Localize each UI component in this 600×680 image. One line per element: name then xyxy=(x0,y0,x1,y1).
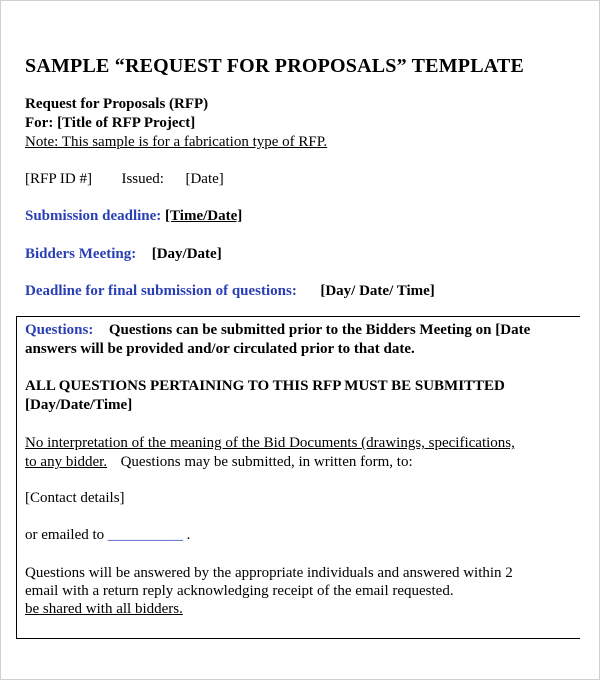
for-line: For: [Title of RFP Project] xyxy=(25,115,196,131)
emailed-suffix: . xyxy=(186,527,191,543)
submission-label: Submission deadline: xyxy=(25,208,162,224)
submission-row xyxy=(25,208,242,225)
bidders-row xyxy=(25,246,222,263)
day-date-time: [Day/Date/Time] xyxy=(25,397,133,413)
submission-value: [Time/Date] xyxy=(165,208,243,224)
may-submit: Questions may be submitted, in written form, to: xyxy=(120,454,413,470)
bidder-line xyxy=(25,454,413,471)
all-questions-line: ALL QUESTIONS PERTAINING TO THIS RFP MUST BE SUBMITTED xyxy=(25,378,505,394)
answered-line-3: be shared with all bidders. xyxy=(25,601,183,617)
rfp-id-row xyxy=(25,171,224,188)
issued-label: Issued: xyxy=(121,171,164,187)
emailed-prefix: or emailed to xyxy=(25,527,105,543)
bidders-label: Bidders Meeting: xyxy=(25,246,137,262)
final-deadline-value: [Day/ Date/ Time] xyxy=(320,283,435,299)
questions-text: Questions can be submitted prior to the Bidders Meeting on [Date xyxy=(108,322,531,338)
contact-details: [Contact details] xyxy=(25,490,125,506)
questions-box xyxy=(16,316,580,639)
emailed-line xyxy=(25,527,190,544)
answered-line-2: email with a return reply acknowledging receipt of the email requested. xyxy=(25,583,454,599)
interpretation-line: No interpretation of the meaning of the Bid Documents (drawings, specifications, xyxy=(25,435,515,451)
answered-line-1: Questions will be answered by the appropriate individuals and answered within 2 xyxy=(25,565,513,581)
document-title: SAMPLE “REQUEST FOR PROPOSALS” TEMPLATE xyxy=(25,55,524,77)
final-deadline-label: Deadline for final submission of questions: xyxy=(25,283,297,299)
note-line: Note: This sample is for a fabrication type of RFP. xyxy=(25,134,328,150)
rfp-line: Request for Proposals (RFP) xyxy=(25,96,209,112)
rfp-id: [RFP ID #] xyxy=(25,171,92,187)
questions-line xyxy=(25,322,530,339)
final-deadline-row xyxy=(25,283,435,300)
email-blank: __________ xyxy=(107,527,183,543)
to-any-bidder: to any bidder. xyxy=(25,454,108,470)
issued-value: [Date] xyxy=(185,171,224,187)
answers-line: answers will be provided and/or circulated prior to that date. xyxy=(25,341,415,357)
questions-label: Questions: xyxy=(25,322,94,338)
bidders-value: [Day/Date] xyxy=(151,246,222,262)
